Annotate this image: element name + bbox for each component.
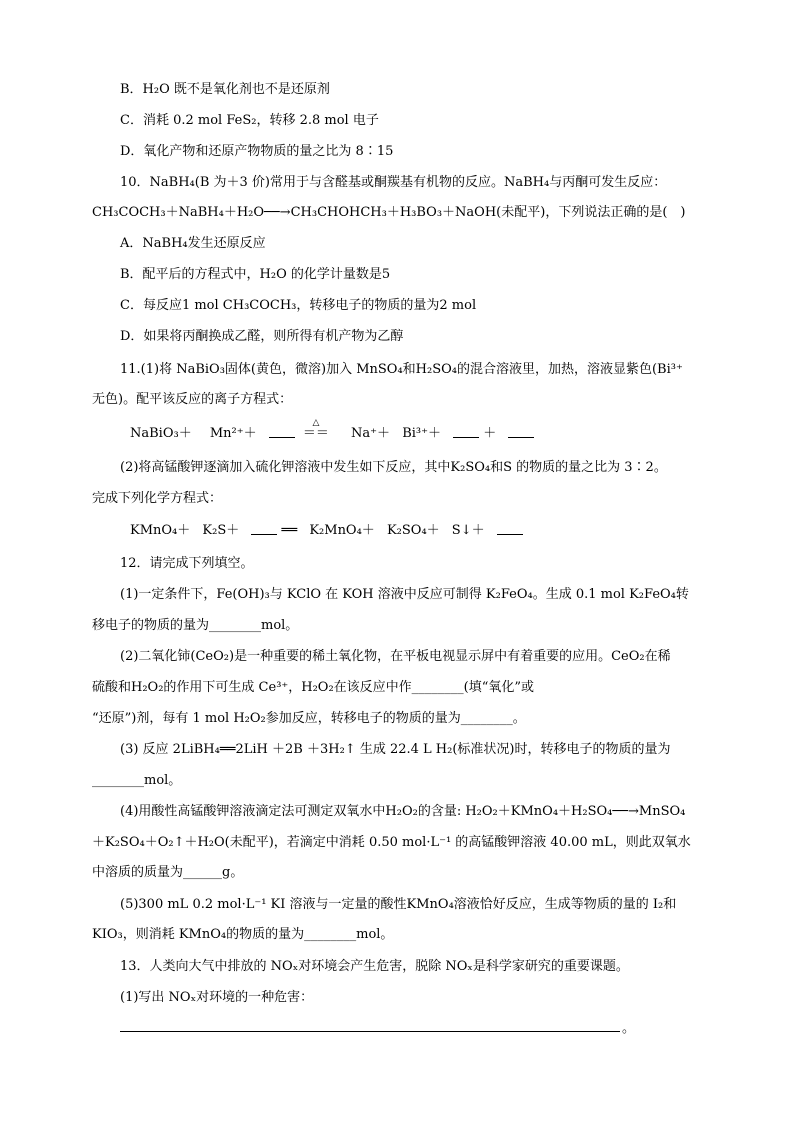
q12-p2-line3: “还原”)剂，每有 1 mol H₂O₂参加反应，转移电子的物质的量为________。 bbox=[92, 711, 526, 726]
q10-option-d: D．如果将丙酮换成乙醛，则所得有机产物为乙醇 bbox=[120, 329, 404, 344]
q11-equation-2 bbox=[130, 522, 523, 540]
q12-p4-line2: ＋K₂SO₄＋O₂↑＋H₂O(未配平)，若滴定中消耗 0.50 mol·L⁻¹ 的高锰酸钾溶液 40.00 mL，则此双氧水 bbox=[92, 835, 691, 850]
q13-answer-line[interactable] bbox=[120, 1031, 620, 1032]
heat-triangle-icon: △ bbox=[312, 418, 320, 428]
q10-stem-line2: CH₃COCH₃＋NaBH₄＋H₂O──→CH₃CHOHCH₃＋H₃BO₃＋NaOH(未配平)，下列说法正确的是( ) bbox=[92, 205, 686, 220]
q12-p2-line2: 硫酸和H₂O₂的作用下可生成 Ce³⁺，H₂O₂在该反应中作________(填“氧化”或 bbox=[92, 680, 535, 695]
q12-p4-line1: (4)用酸性高锰酸钾溶液滴定法可测定双氧水中H₂O₂的含量: H₂O₂＋KMnO₄＋H₂SO₄──→MnSO₄ bbox=[120, 804, 686, 819]
eq1-term-bi: Bi³⁺＋ bbox=[402, 426, 441, 441]
q12-p1-line1: (1)一定条件下，Fe(OH)₃与 KClO 在 KOH 溶液中反应可制得 K₂FeO₄。生成 0.1 mol K₂FeO₄转 bbox=[120, 587, 689, 602]
q13-stem: 13．人类向大气中排放的 NOₓ对环境会产生危害，脱除 NOₓ是科学家研究的重要课题。 bbox=[120, 959, 629, 974]
q12-p5-line1: (5)300 mL 0.2 mol·L⁻¹ KI 溶液与一定量的酸性KMnO₄溶液恰好反应，生成等物质的量的 I₂和 bbox=[120, 897, 677, 912]
q12-p1-line2: 移电子的物质的量为________mol。 bbox=[92, 618, 299, 633]
eq2-term-s: S↓＋ bbox=[451, 523, 485, 538]
q9-option-c: C．消耗 0.2 mol FeS₂，转移 2.8 mol 电子 bbox=[120, 113, 379, 128]
eq2-blank-1[interactable] bbox=[251, 522, 277, 535]
eq2-equals: ══ bbox=[281, 523, 298, 538]
eq1-blank-3[interactable] bbox=[508, 425, 534, 438]
q12-p3-line1: (3) 反应 2LiBH₄══2LiH ＋2B ＋3H₂↑ 生成 22.4 L H₂(标准状况)时，转移电子的物质的量为 bbox=[120, 742, 671, 757]
eq2-term-k2s: K₂S＋ bbox=[202, 523, 240, 538]
q10-option-a: A．NaBH₄发生还原反应 bbox=[120, 236, 266, 251]
q12-title: 12．请完成下列填空。 bbox=[120, 556, 254, 571]
eq2-term-kmno4: KMnO₄＋ bbox=[130, 523, 191, 538]
eq1-plus: ＋ bbox=[483, 426, 497, 441]
q12-p5-line2: KIO₃，则消耗 KMnO₄的物质的量为________mol。 bbox=[92, 927, 394, 942]
q13-end-mark: 。 bbox=[622, 1021, 636, 1036]
eq1-blank-1[interactable] bbox=[269, 425, 295, 438]
q13-p1: (1)写出 NOₓ对环境的一种危害： bbox=[120, 990, 314, 1005]
q12-p3-line2: ________mol。 bbox=[92, 773, 182, 788]
q12-p4-line3: 中溶质的质量为______g。 bbox=[92, 865, 244, 880]
heat-equals-sign: △ ＝＝ bbox=[299, 425, 333, 443]
q11-equation-1 bbox=[130, 418, 534, 443]
eq1-term-nabio3: NaBiO₃＋ bbox=[130, 426, 192, 441]
q9-option-b: B．H₂O 既不是氧化剂也不是还原剂 bbox=[120, 82, 330, 97]
q10-option-c: C．每反应1 mol CH₃COCH₃，转移电子的物质的量为2 mol bbox=[120, 298, 477, 313]
q10-option-b: B．配平后的方程式中，H₂O 的化学计量数是5 bbox=[120, 267, 391, 282]
eq2-blank-2[interactable] bbox=[497, 522, 523, 535]
eq1-term-mn: Mn²⁺＋ bbox=[209, 426, 257, 441]
q12-p2-line1: (2)二氧化铈(CeO₂)是一种重要的稀土氧化物，在平板电视显示屏中有着重要的应用。CeO₂在稀 bbox=[120, 649, 671, 664]
eq1-blank-2[interactable] bbox=[453, 425, 479, 438]
q11-part1-line2: 无色)。配平该反应的离子方程式： bbox=[92, 392, 293, 407]
eq2-term-k2mno4: K₂MnO₄＋ bbox=[309, 523, 375, 538]
q11-part2-line2: 完成下列化学方程式： bbox=[92, 491, 223, 506]
q11-part1-line1: 11.(1)将 NaBiO₃固体(黄色，微溶)加入 MnSO₄和H₂SO₄的混合溶液里，加热，溶液显紫色(Bi³⁺ bbox=[120, 362, 683, 377]
q10-stem-line1: 10．NaBH₄(B 为＋3 价)常用于与含醛基或酮羰基有机物的反应。NaBH₄与丙酮可发生反应： bbox=[120, 175, 667, 190]
eq1-term-na: Na⁺＋ bbox=[351, 426, 391, 441]
q9-option-d: D．氧化产物和还原产物物质的量之比为 8∶15 bbox=[120, 144, 394, 159]
q11-part2-line1: (2)将高锰酸钾逐滴加入硫化钾溶液中发生如下反应，其中K₂SO₄和S 的物质的量之比为 3∶2。 bbox=[120, 460, 667, 475]
eq2-term-k2so4: K₂SO₄＋ bbox=[386, 523, 440, 538]
